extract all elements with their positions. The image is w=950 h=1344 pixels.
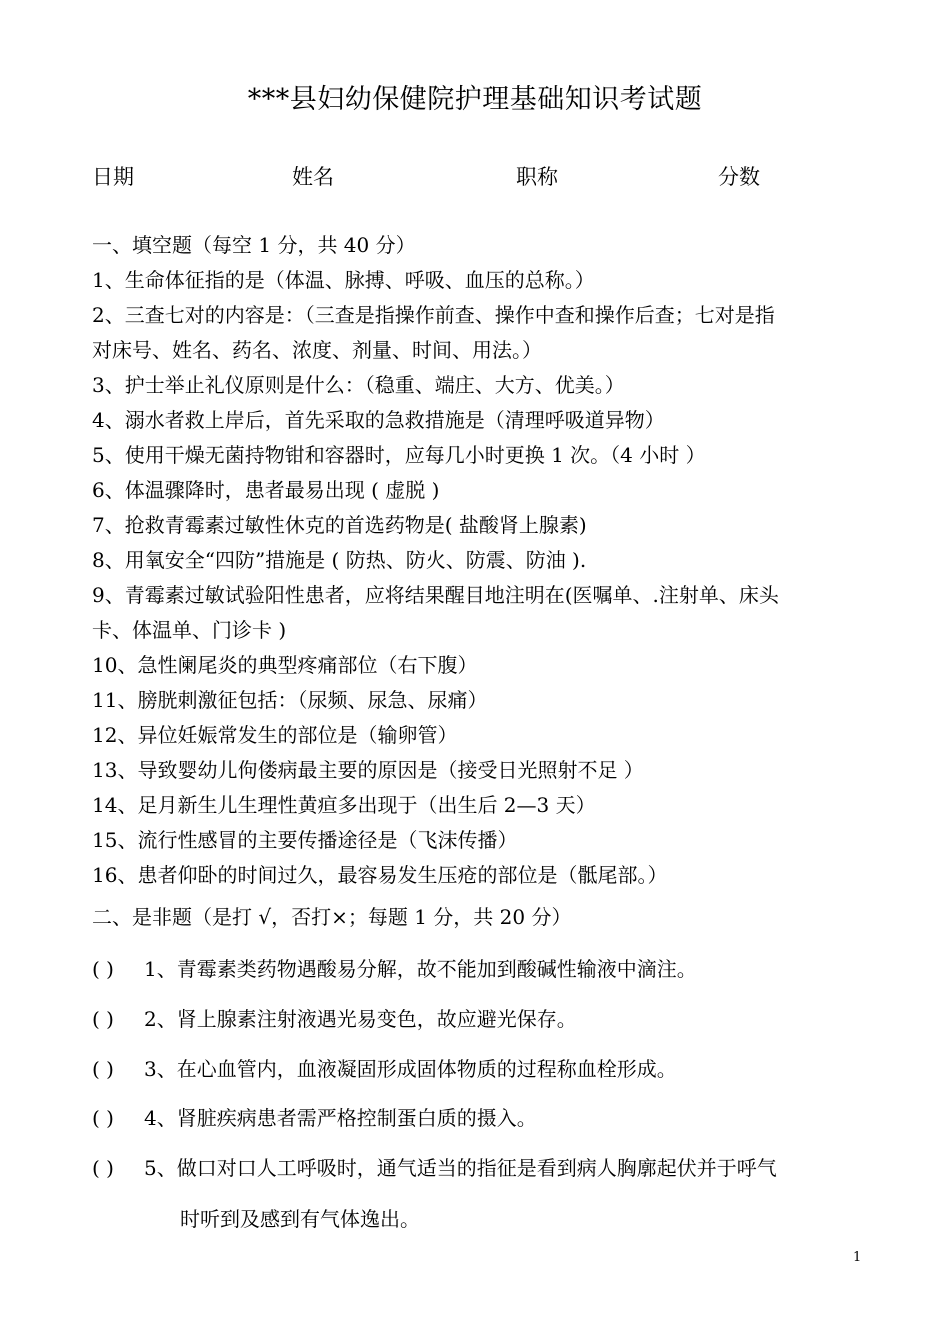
name-label: 姓名 [292, 165, 334, 189]
section-header-fill-blank: 一、填空题（每空 1 分，共 40 分） [92, 233, 416, 257]
true-false-item [92, 1151, 867, 1186]
true-false-item [92, 952, 867, 987]
true-false-item-continuation: 时听到及感到有气体逸出。 [180, 1207, 420, 1231]
question-line: 9、青霉素过敏试验阳性患者，应将结果醒目地注明在(医嘱单、.注射单、床头 [92, 583, 779, 607]
true-false-item [92, 1052, 867, 1087]
question-line: 对床号、姓名、药名、浓度、剂量、时间、用法。） [92, 338, 542, 362]
answer-blank[interactable]: ( ) [92, 1156, 114, 1180]
page-number: 1 [853, 1250, 862, 1265]
answer-blank[interactable]: ( ) [92, 1106, 114, 1130]
question-line: 5、使用干燥无菌持物钳和容器时，应每几小时更换 1 次。（4 小时 ） [92, 443, 706, 467]
true-false-text: 5、做口对口人工呼吸时，通气适当的指征是看到病人胸廓起伏并于呼气 [144, 1156, 777, 1180]
question-line: 1、生命体征指的是（体温、脉搏、呼吸、血压的总称。） [92, 268, 595, 292]
answer-blank[interactable]: ( ) [92, 1007, 114, 1031]
true-false-item [92, 1002, 867, 1037]
job-title-label: 职称 [516, 165, 558, 189]
question-line: 3、护士举止礼仪原则是什么：（稳重、端庄、大方、优美。） [92, 373, 625, 397]
question-line: 卡、体温单、门诊卡 ) [92, 618, 287, 642]
question-line: 10、急性阑尾炎的典型疼痛部位（右下腹） [92, 653, 478, 677]
info-row [0, 160, 950, 194]
answer-blank[interactable]: ( ) [92, 957, 114, 981]
question-line: 13、导致婴幼儿佝偻病最主要的原因是（接受日光照射不足 ） [92, 758, 644, 782]
question-line: 14、足月新生儿生理性黄疸多出现于（出生后 2—3 天） [92, 793, 596, 817]
score-label: 分数 [718, 165, 760, 189]
true-false-text: 1、青霉素类药物遇酸易分解，故不能加到酸碱性输液中滴注。 [144, 957, 697, 981]
question-line: 2、三查七对的内容是：（三查是指操作前查、操作中查和操作后查；七对是指 [92, 303, 775, 327]
question-line: 4、溺水者救上岸后，首先采取的急救措施是（清理呼吸道异物） [92, 408, 665, 432]
section-header-true-false: 二、是非题（是打 √，否打×；每题 1 分，共 20 分） [92, 905, 572, 929]
true-false-text: 2、肾上腺素注射液遇光易变色，故应避光保存。 [144, 1007, 577, 1031]
question-line: 6、体温骤降时，患者最易出现 ( 虚脱 ) [92, 478, 440, 502]
question-line: 7、抢救青霉素过敏性休克的首选药物是( 盐酸肾上腺素) [92, 513, 587, 537]
true-false-text: 3、在心血管内，血液凝固形成固体物质的过程称血栓形成。 [144, 1057, 677, 1081]
page-title: ***县妇幼保健院护理基础知识考试题 [247, 84, 703, 115]
question-line: 15、流行性感冒的主要传播途径是（飞沫传播） [92, 828, 518, 852]
question-line: 11、膀胱刺激征包括：（尿频、尿急、尿痛） [92, 688, 488, 712]
true-false-item [92, 1101, 867, 1136]
question-line: 8、用氧安全“四防”措施是 ( 防热、防火、防震、防油 ). [92, 548, 587, 572]
question-line: 16、患者仰卧的时间过久，最容易发生压疮的部位是（骶尾部。） [92, 863, 668, 887]
true-false-text: 4、肾脏疾病患者需严格控制蛋白质的摄入。 [144, 1106, 537, 1130]
fill-blank-section [92, 228, 867, 893]
answer-blank[interactable]: ( ) [92, 1057, 114, 1081]
date-label: 日期 [92, 165, 134, 189]
question-line: 12、异位妊娠常发生的部位是（输卵管） [92, 723, 458, 747]
